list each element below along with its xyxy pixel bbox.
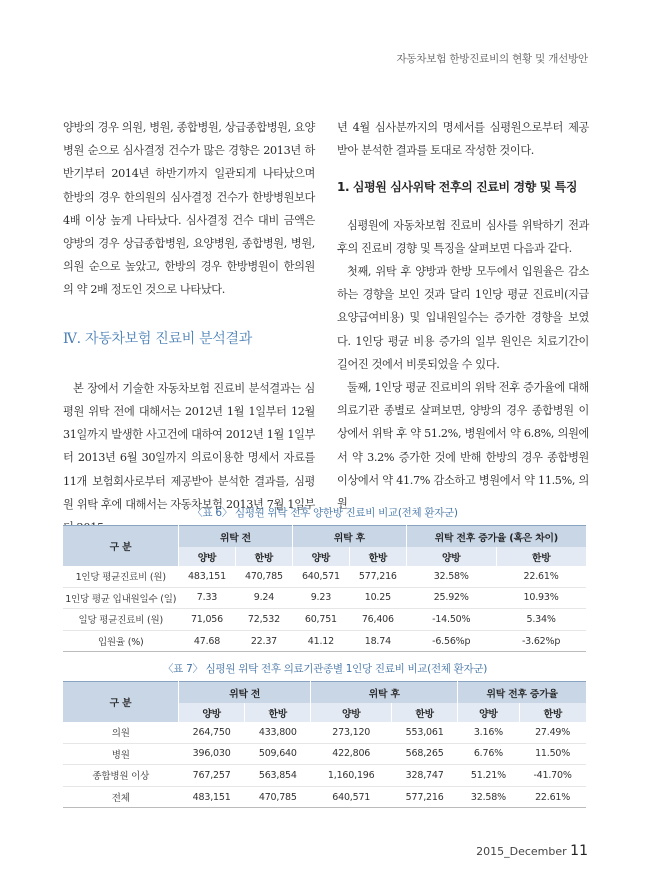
table-cell: 577,216 bbox=[349, 566, 406, 587]
table-cell: 72,532 bbox=[235, 609, 292, 631]
table-cell: 483,151 bbox=[179, 566, 236, 587]
table-cell: 47.68 bbox=[179, 630, 236, 652]
row-label: 일당 평균진료비 (원) bbox=[63, 609, 179, 631]
table-sub-header: 한방 bbox=[496, 547, 586, 566]
table-cell: 27.49% bbox=[519, 722, 586, 743]
right-paragraph-1: 년 4월 심사분까지의 명세서를 심평원으로부터 제공받아 분석한 결과를 토대로 작성한 것이다. bbox=[337, 121, 589, 158]
table-cell: 422,806 bbox=[311, 743, 392, 765]
table-cell: 22.61% bbox=[496, 566, 586, 587]
footer-issue: 2015_December bbox=[476, 845, 567, 858]
table-row bbox=[63, 786, 586, 808]
table-cell: 433,800 bbox=[245, 722, 311, 743]
table-sub-header: 한방 bbox=[519, 703, 586, 722]
table-cell: 640,571 bbox=[311, 786, 392, 808]
subsection-title: 1. 심평원 심사위탁 전후의 진료비 경향 및 특징 bbox=[337, 180, 578, 195]
table-cell: 509,640 bbox=[245, 743, 311, 765]
table-cell: 264,750 bbox=[179, 722, 245, 743]
page-footer bbox=[476, 843, 588, 859]
row-label: 1인당 평균 입내원일수 (일) bbox=[63, 587, 179, 609]
table-cell: -3.62%p bbox=[496, 630, 586, 652]
table6-caption: 〈표 6〉 심평원 위탁 전후 양한방 진료비 비교(전체 환자군) bbox=[192, 507, 458, 519]
table-cell: 470,785 bbox=[235, 566, 292, 587]
row-label: 병원 bbox=[63, 743, 179, 765]
table-cell: -6.56%p bbox=[406, 630, 496, 652]
page-number: 11 bbox=[570, 843, 588, 859]
right-column bbox=[337, 116, 589, 515]
table-cell: 41.12 bbox=[292, 630, 349, 652]
table7-caption: 〈표 7〉 심평원 위탁 전후 의료기관종별 1인당 진료비 비교(전체 환자군) bbox=[162, 663, 487, 675]
table-cell: 273,120 bbox=[311, 722, 392, 743]
table-sub-header: 양방 bbox=[458, 703, 519, 722]
left-column bbox=[63, 116, 315, 539]
left-paragraph-1: 양방의 경우 의원, 병원, 종합병원, 상급종합병원, 요양병원 순으로 심사결정 건수가 많은 경향은 2013년 하반기부터 2014년 하반기까지 일관되게 나타났으며 한방의 경우 한의원의 심사결정 건수가 한방병원보다 4배 이상 높게 나타났다. 심사결정 건수 대비 금액은 양방의 경우 상급종합병원, 요양병원, 종합병원, 병원, 의원 순으로 높았고, 한방의 경우 한방병원이 한의원의 약 2배 정도인 것으로 나타났다. bbox=[63, 121, 315, 297]
table-cell: 71,056 bbox=[179, 609, 236, 631]
table7 bbox=[63, 681, 586, 808]
section-title: Ⅳ. 자동차보험 진료비 분석결과 bbox=[63, 330, 252, 347]
table-cell: 25.92% bbox=[406, 587, 496, 609]
right-paragraph-2: 심평원에 자동차보험 진료비 심사를 위탁하기 전과 후의 진료비 경향 및 특징을 살펴보면 다음과 같다. bbox=[337, 218, 589, 255]
table-cell: 553,061 bbox=[392, 722, 458, 743]
right-paragraph-4: 둘째, 1인당 평균 진료비의 위탁 전후 증가율에 대해 의료기관 종별로 살펴보면, 양방의 경우 종합병원 이상에서 위탁 후 약 51.2%, 병원에서 약 6.8%, 의원에서 약 3.2% 증가한 것에 반해 한방의 경우 종합병원 이상에서 약 41.7% 감소하고 병원에서 약 11.5%, 의원 bbox=[337, 381, 589, 511]
table-cell: 563,854 bbox=[245, 765, 311, 787]
row-label: 입원율 (%) bbox=[63, 630, 179, 652]
table-sub-header: 한방 bbox=[349, 547, 406, 566]
right-paragraph-3: 첫째, 위탁 후 양방과 한방 모두에서 입원율은 감소하는 경향을 보인 것과 달리 1인당 평균 진료비(지급요양급여비용) 및 입내원일수는 증가한 경향을 보였다. 1인당 평균 비용 증가의 일부 원인은 치료기간이 길어진 것에서 비롯되었을 수 있다. bbox=[337, 265, 589, 371]
table-row bbox=[63, 587, 586, 609]
table-cell: 640,571 bbox=[292, 566, 349, 587]
table-cell: -41.70% bbox=[519, 765, 586, 787]
table-row-header: 구 분 bbox=[63, 682, 179, 723]
table-cell: 10.93% bbox=[496, 587, 586, 609]
table-sub-header: 한방 bbox=[245, 703, 311, 722]
table-cell: 6.76% bbox=[458, 743, 519, 765]
table-group-header: 위탁 전 bbox=[179, 526, 293, 548]
table-cell: 1,160,196 bbox=[311, 765, 392, 787]
table-cell: 51.21% bbox=[458, 765, 519, 787]
left-paragraph-2: 본 장에서 기술한 자동차보험 진료비 분석결과는 심평원 위탁 전에 대해서는 2012년 1월 1일부터 12월 31일까지 발생한 사고건에 대하여 2012년 1월 1일부터 2013년 6월 30일까지 의료이용한 명세서 자료를 11개 보험회사로부터 제공받아 분석한 결과를, 심평원 위탁 후에 대해서는 자동차보험 2013년 7월 1일부 bbox=[63, 381, 315, 511]
table-cell: 470,785 bbox=[245, 786, 311, 808]
table-cell: 5.34% bbox=[496, 609, 586, 631]
table-cell: 3.16% bbox=[458, 722, 519, 743]
row-label: 전체 bbox=[63, 786, 179, 808]
table-sub-header: 양방 bbox=[179, 703, 245, 722]
table-cell: 22.37 bbox=[235, 630, 292, 652]
table-row-header: 구 분 bbox=[63, 526, 179, 567]
table-sub-header: 한방 bbox=[235, 547, 292, 566]
table6 bbox=[63, 525, 586, 652]
table-cell: 9.24 bbox=[235, 587, 292, 609]
table-sub-header: 양방 bbox=[179, 547, 236, 566]
running-head: 자동차보험 한방진료비의 현황 및 개선방안 bbox=[396, 53, 588, 65]
row-label: 종합병원 이상 bbox=[63, 765, 179, 787]
table-group-header: 위탁 전 bbox=[179, 682, 311, 704]
table-cell: 32.58% bbox=[458, 786, 519, 808]
table-group-header: 위탁 후 bbox=[311, 682, 458, 704]
table-cell: 396,030 bbox=[179, 743, 245, 765]
table-cell: 568,265 bbox=[392, 743, 458, 765]
table-row bbox=[63, 609, 586, 631]
table-cell: 9.23 bbox=[292, 587, 349, 609]
table-cell: 32.58% bbox=[406, 566, 496, 587]
table-cell: 11.50% bbox=[519, 743, 586, 765]
row-label: 의원 bbox=[63, 722, 179, 743]
table-cell: 7.33 bbox=[179, 587, 236, 609]
table-cell: 76,406 bbox=[349, 609, 406, 631]
table-row bbox=[63, 630, 586, 652]
table-sub-header: 양방 bbox=[311, 703, 392, 722]
table-sub-header: 양방 bbox=[292, 547, 349, 566]
table-row bbox=[63, 765, 586, 787]
table-row bbox=[63, 722, 586, 743]
table-cell: 328,747 bbox=[392, 765, 458, 787]
table-sub-header: 한방 bbox=[392, 703, 458, 722]
table-cell: 22.61% bbox=[519, 786, 586, 808]
table-cell: -14.50% bbox=[406, 609, 496, 631]
table-cell: 10.25 bbox=[349, 587, 406, 609]
table-cell: 483,151 bbox=[179, 786, 245, 808]
table-cell: 18.74 bbox=[349, 630, 406, 652]
table-row bbox=[63, 743, 586, 765]
table-cell: 577,216 bbox=[392, 786, 458, 808]
table-cell: 767,257 bbox=[179, 765, 245, 787]
table-group-header: 위탁 전후 증가율 (혹은 차이) bbox=[406, 526, 586, 548]
table-sub-header: 양방 bbox=[406, 547, 496, 566]
table-row bbox=[63, 566, 586, 587]
row-label: 1인당 평균진료비 (원) bbox=[63, 566, 179, 587]
table-group-header: 위탁 전후 증가율 bbox=[458, 682, 586, 704]
table-group-header: 위탁 후 bbox=[292, 526, 406, 548]
table-cell: 60,751 bbox=[292, 609, 349, 631]
